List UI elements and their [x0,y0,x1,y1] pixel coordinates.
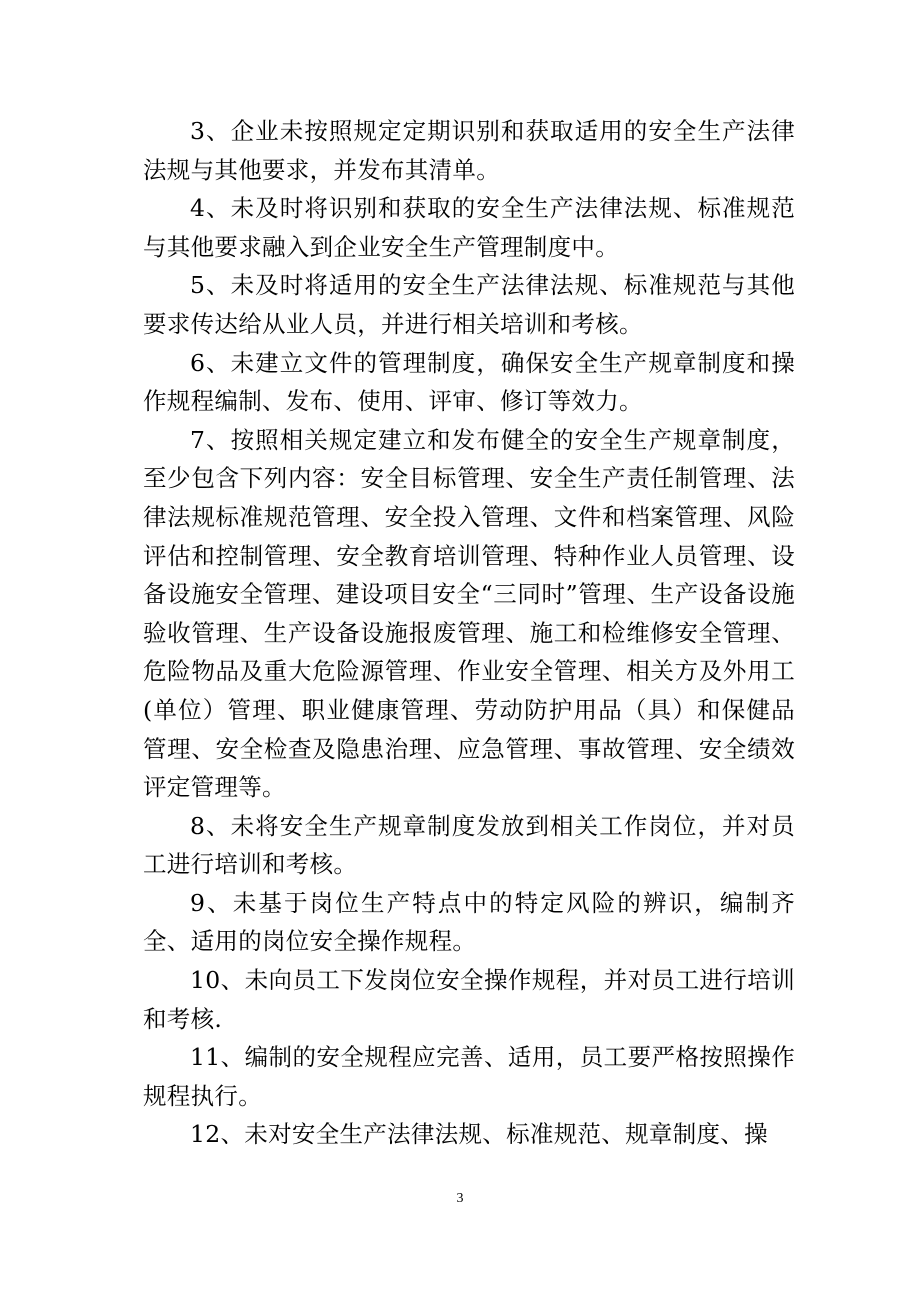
paragraph-item-11: 11、编制的安全规程应完善、适用，员工要严格按照操作规程执行。 [143,1043,795,1110]
page-number: 3 [456,1191,464,1206]
paragraph-item-10: 10、未向员工下发岗位安全操作规程，并对员工进行培训和考核. [143,966,795,1033]
paragraph-item-8: 8、未将安全生产规章制度发放到相关工作岗位，并对员工进行培训和考核。 [143,811,795,879]
paragraph-item-4: 4、未及时将识别和获取的安全生产法律法规、标准规范与其他要求融入到企业安全生产管理制度中。 [143,194,795,261]
document-body [143,112,795,1154]
paragraph-item-7: 7、按照相关规定建立和发布健全的安全生产规章制度，至少包含下列内容：安全目标管理、安全生产责任制管理、法律法规标准规范管理、安全投入管理、文件和档案管理、风险评估和控制管理、安全教育培训管理、特种作业人员管理、设备设施安全管理、建设项目安全“三同时”管理、生产设备设施验收管理、生产设备设施报废管理、施工和检维修安全管理、危险物品及重大危险源管理、作业安全管理、相关方及外用工(单位）管理、职业健康管理、劳动防护用品（具）和保健品管理、安全检查及隐患治理、应急管理、事故管理、安全绩效评定管理等。 [143,425,795,802]
paragraph-item-5: 5、未及时将适用的安全生产法律法规、标准规范与其他要求传达给从业人员，并进行相关培训和考核。 [143,271,795,338]
paragraph-item-9: 9、未基于岗位生产特点中的特定风险的辨识，编制齐全、适用的岗位安全操作规程。 [143,888,795,956]
paragraph-item-12: 12、未对安全生产法律法规、标准规范、规章制度、操 [190,1120,768,1149]
paragraph-item-6: 6、未建立文件的管理制度，确保安全生产规章制度和操作规程编制、发布、使用、评审、修订等效力。 [143,348,795,416]
paragraph-item-3: 3、企业未按照规定定期识别和获取适用的安全生产法律法规与其他要求，并发布其清单。 [143,117,795,184]
